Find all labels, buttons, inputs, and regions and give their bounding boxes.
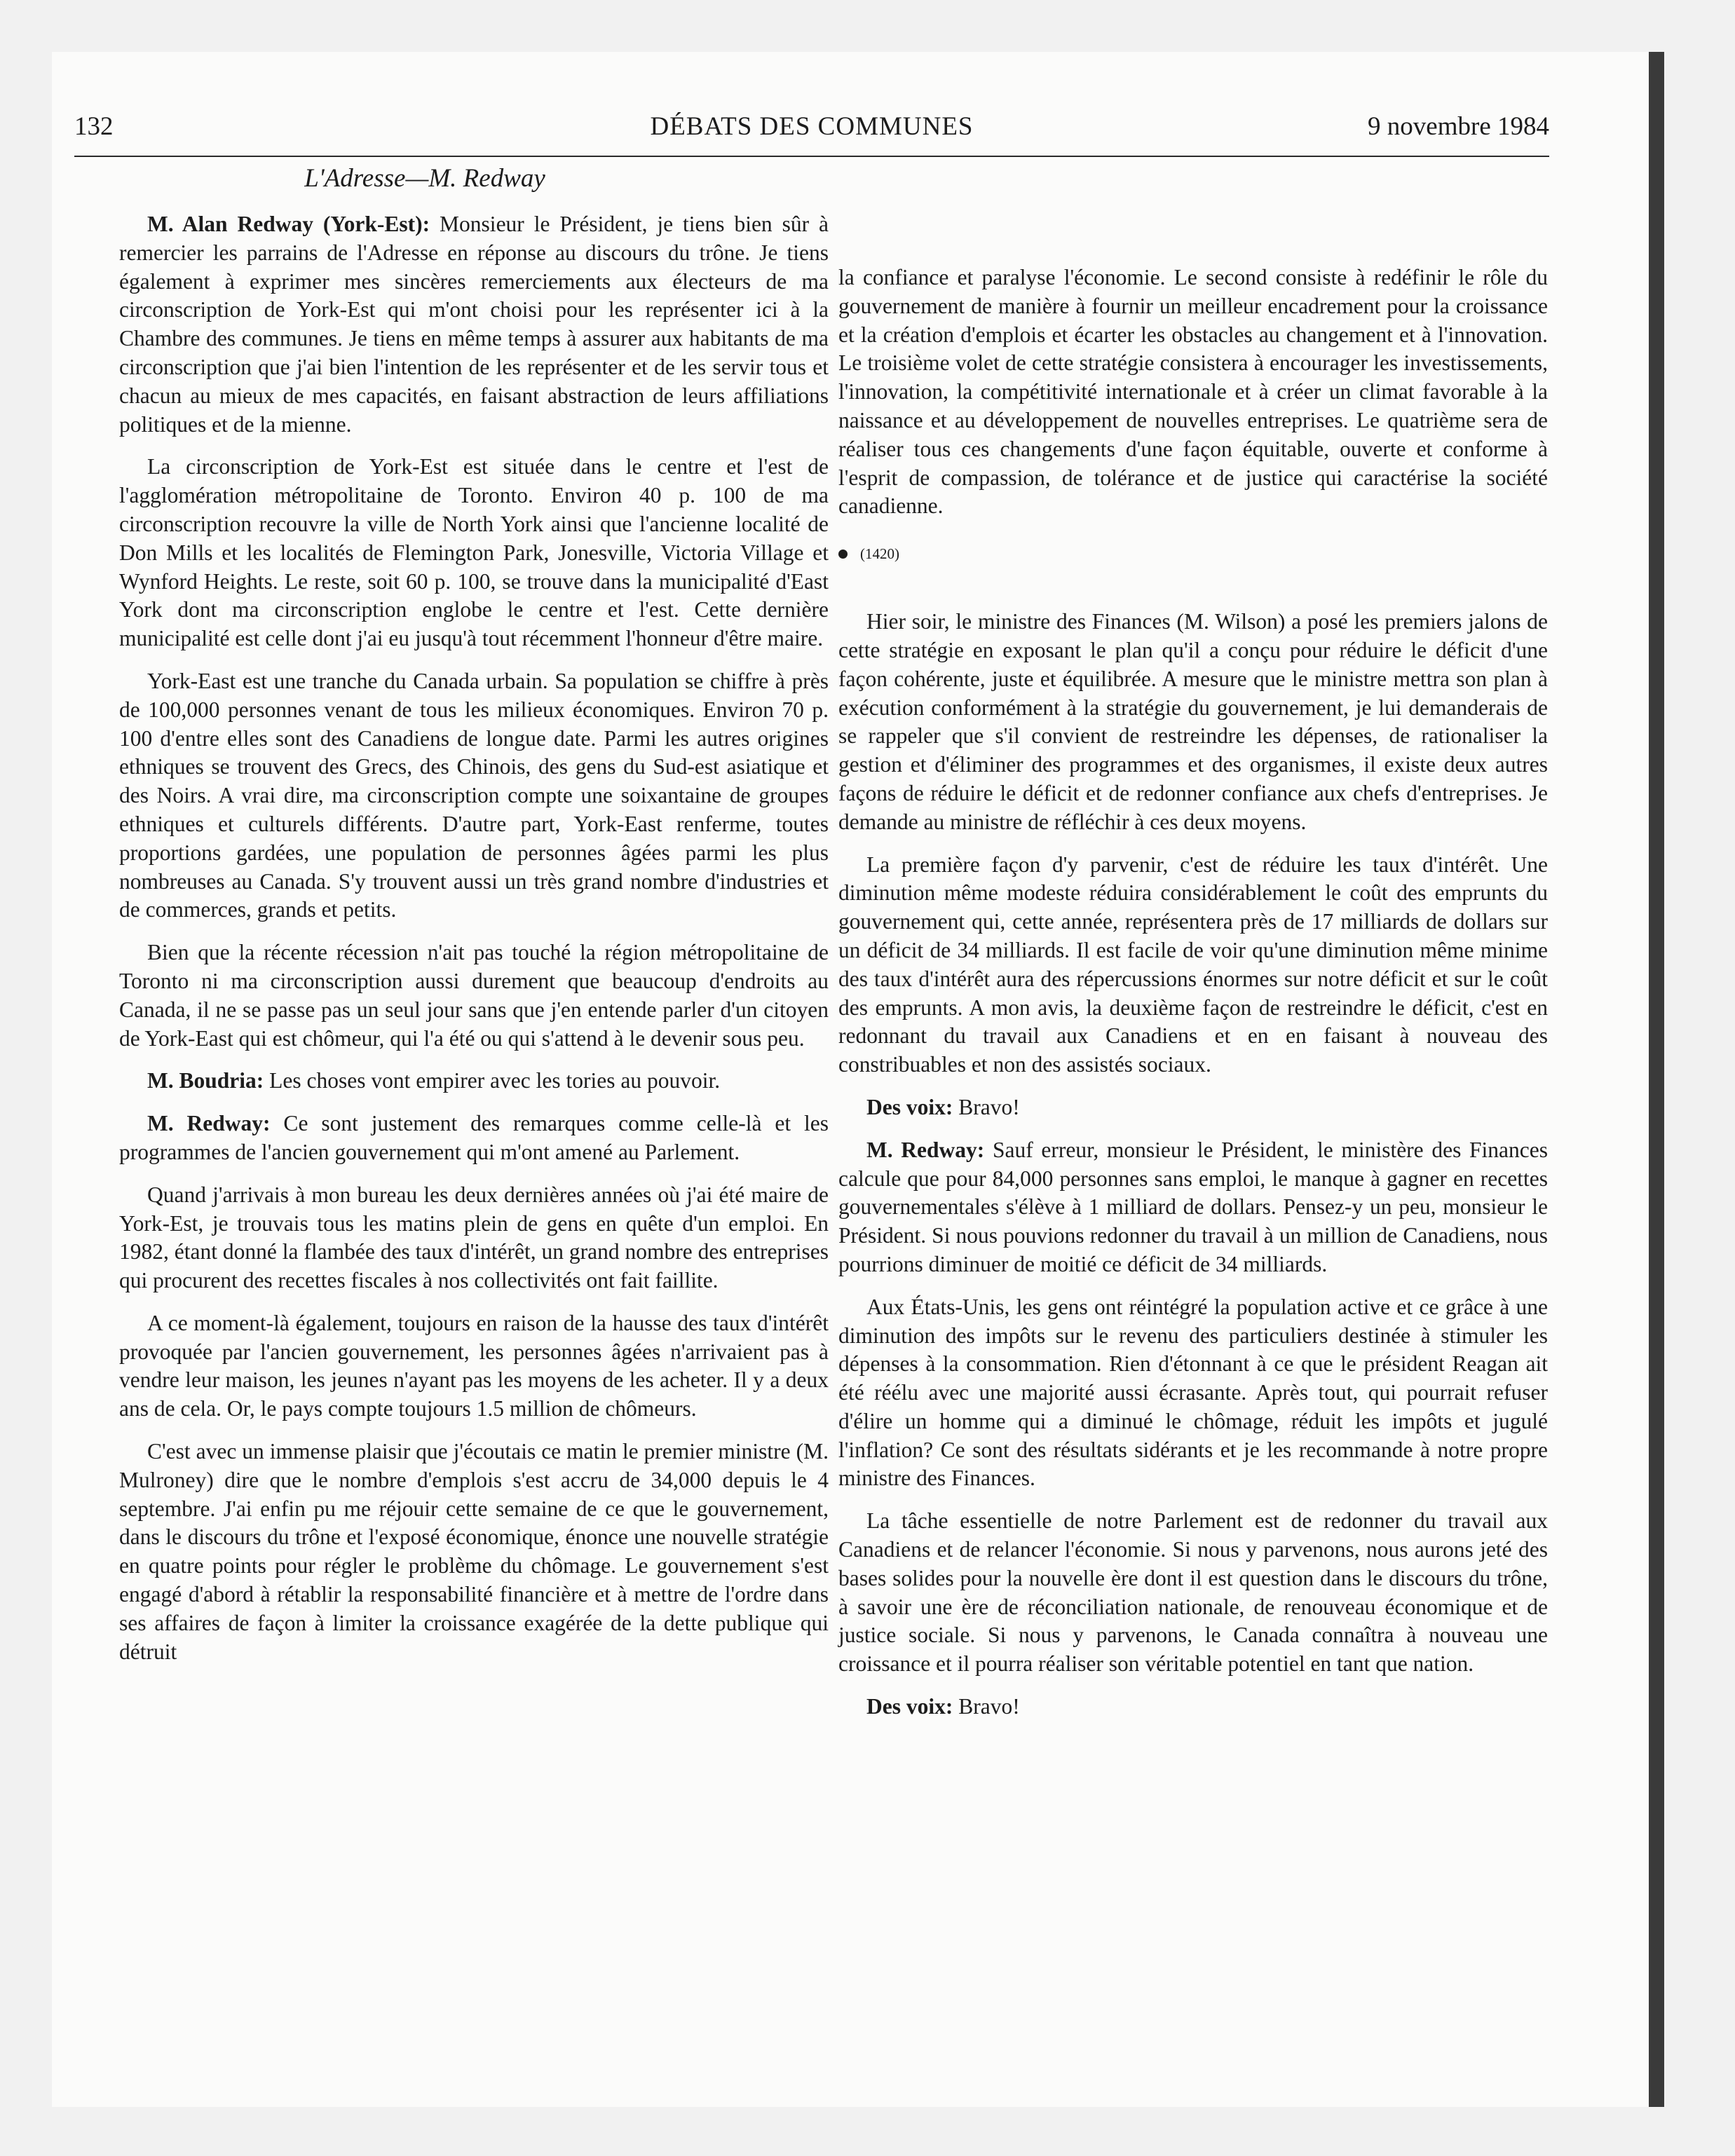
paragraph: La première façon d'y parvenir, c'est de réduire les taux d'intérêt. Une diminution même modeste réduira considérablement le coût des emprunts du gouvernement qui, cette année, représentera près de 17 milliards de dollars sur un déficit de 34 milliards. Il est facile de voir qu'une diminution même minime des taux d'intérêt aura des répercussions énormes sur notre déficit et sur le coût des emprunts. A mon avis, la deuxième façon de restreindre le déficit, c'est en redonnant du travail aux Canadiens et en en faisant à nouveau des constribuables et non des assistés sociaux. bbox=[838, 852, 1548, 1077]
header-date: 9 novembre 1984 bbox=[1368, 112, 1549, 141]
page-edge-shadow bbox=[1649, 52, 1664, 2107]
paragraph bbox=[119, 210, 829, 439]
speech-text: Monsieur le Président, je tiens bien sûr à remercier les parrains de l'Adresse en réponse au discours du trône. Je tiens également à exprimer mes sincères remerciements aux électeurs de ma circonscription de York-Est qui m'ont choisi pour les représenter ici à la Chambre des communes. Je tiens en même temps à assurer aux habitants de ma circonscription que j'ai bien l'intention de les représenter et de les servir tous et chacun au mieux de mes capacités, en faisant abstraction de leurs affiliations politiques et de la mienne. bbox=[119, 212, 829, 437]
paragraph: Aux États-Unis, les gens ont réintégré la population active et ce grâce à une diminution des impôts sur le revenu des particuliers destinée à stimuler les dépenses à la consommation. Rien d'étonnant à ce que le président Reagan ait été réélu avec une majorité aussi écrasante. Après tout, qui pourrait refuser d'élire un homme qui a diminué le chômage, réduit les impôts et jugulé l'inflation? Ce sont des résultats sidérants et je les recommande à notre propre ministre des Finances. bbox=[838, 1294, 1548, 1491]
paragraph: C'est avec un immense plaisir que j'écoutais ce matin le premier ministre (M. Mulroney) dire que le nombre d'emplois s'est accru de 34,000 depuis le 4 septembre. J'ai enfin pu me réjouir cette semaine de ce que le gouvernement, dans le discours du trône et l'exposé économique, énonce une nouvelle stratégie en quatre points pour régler le problème du chômage. Le gouvernement s'est engagé d'abord à rétablir la responsabilité financière et à mettre de l'ordre dans ses affaires de façon à limiter la croissance exagérée de la dette publique qui détruit bbox=[119, 1439, 829, 1664]
speech-text: Ce sont justement des remarques comme celle-là et les programmes de l'ancien gouvernement qui m'ont amené au Parlement. bbox=[119, 1111, 829, 1164]
paragraph: A ce moment-là également, toujours en raison de la hausse des taux d'intérêt provoquée par l'ancien gouvernement, les personnes âgées n'arrivaient pas à vendre leur maison, les jeunes n'ayant pas les moyens de les acheter. Il y a deux ans de cela. Or, le pays compte toujours 1.5 million de chômeurs. bbox=[119, 1310, 829, 1421]
speaker-name: M. Redway: bbox=[866, 1137, 985, 1162]
section-subhead: L'Adresse—M. Redway bbox=[304, 164, 545, 193]
bullet-icon bbox=[838, 550, 848, 559]
paragraph bbox=[119, 1110, 829, 1167]
paragraph bbox=[838, 1093, 1548, 1122]
paragraph: York-East est une tranche du Canada urbain. Sa population se chiffre à près de 100,000 personnes venant de tous les milieux économiques. Environ 70 p. 100 d'entre elles sont des Canadiens de longue date. Parmi les autres origines ethniques se trouvent des Grecs, des Chinois, des gens du Sud-est asiatique et des Noirs. A vrai dire, ma circonscription compte une soixantaine de groupes ethniques et culturels différents. D'autre part, York-East renferme, toutes proportions gardées, une population de personnes âgées parmi les plus nombreuses au Canada. S'y trouvent aussi un très grand nombre d'industries et de commerces, grands et petits. bbox=[119, 668, 829, 922]
paragraph bbox=[838, 1693, 1548, 1721]
right-column bbox=[838, 264, 1548, 1735]
left-column bbox=[119, 210, 829, 1680]
speaker-name: Des voix: bbox=[866, 1694, 953, 1719]
page-number: 132 bbox=[74, 112, 114, 141]
paragraph: Hier soir, le ministre des Finances (M. Wilson) a posé les premiers jalons de cette stratégie en exposant le plan qu'il a conçu pour réduire le déficit d'une façon cohérente, juste et équilibrée. A mesure que le ministre mettra son plan à exécution conformément à la stratégie du gouvernement, je lui demanderais de se rappeler que s'il convient de restreindre les dépenses, de rationaliser la gestion et d'éliminer des programmes et des organismes, il existe deux autres façons de réduire le déficit et de redonner confiance aux chefs d'entreprises. Je demande au ministre de réfléchir à ces deux moyens. bbox=[838, 609, 1548, 834]
running-title: DÉBATS DES COMMUNES bbox=[650, 112, 974, 141]
speaker-name: M. Alan Redway (York-Est): bbox=[147, 212, 430, 236]
speech-text: Bravo! bbox=[953, 1094, 1020, 1119]
speech-text: Sauf erreur, monsieur le Président, le ministère des Finances calcule que pour 84,000 personnes sans emploi, le manque à gagner en recettes gouvernementales s'élève à 1 milliard de dollars. Pensez-y un peu, monsieur le Président. Si nous pouvions redonner du travail à un million de Canadiens, nous pourrions diminuer de moitié ce déficit de 34 milliards. bbox=[838, 1137, 1548, 1276]
speaker-name: Des voix: bbox=[866, 1094, 953, 1119]
paragraph-continued: la confiance et paralyse l'économie. Le second consiste à redéfinir le rôle du gouvernement de manière à fournir un meilleur encadrement pour la croissance et la création d'emplois et écarter les obstacles au changement et à l'innovation. Le troisième volet de cette stratégie consistera à encourager les investissements, l'innovation, la compétitivité internationale et à créer un climat favorable à la naissance et au développement de nouvelles entreprises. Le quatrième sera de réaliser tous ces changements d'une façon équitable, ouverte et conforme à l'esprit de compassion, de tolérance et de justice qui caractérise la société canadienne. bbox=[838, 265, 1548, 519]
paragraph: La circonscription de York-Est est située dans le centre et l'est de l'agglomération métropolitaine de Toronto. Environ 40 p. 100 de ma circonscription recouvre la ville de North York ainsi que l'ancienne localité de Don Mills et les localités de Flemington Park, Jonesville, Victoria Village et Wynford Heights. Le reste, soit 60 p. 100, se trouve dans la municipalité d'East York dont ma circonscription englobe le centre et l'est. Cette dernière municipalité est celle dont j'ai eu jusqu'à tout récemment l'honneur d'être maire. bbox=[119, 454, 829, 651]
speaker-name: M. Redway: bbox=[147, 1111, 271, 1136]
paragraph: La tâche essentielle de notre Parlement est de redonner du travail aux Canadiens et de relancer l'économie. Si nous y parvenons, nous aurons jeté des bases solides pour la nouvelle ère dont il est question dans le discours du trône, à savoir une ère de réconciliation nationale, de renouveau économique et de justice sociale. Si nous y parvenons, le Canada connaîtra à nouveau une croissance et il pourra réaliser son véritable potentiel en tant que nation. bbox=[838, 1508, 1548, 1677]
page-header bbox=[74, 114, 1549, 157]
time-marker-label: (1420) bbox=[860, 545, 899, 563]
time-marker bbox=[838, 543, 1548, 564]
paragraph: Bien que la récente récession n'ait pas touché la région métropolitaine de Toronto ni ma circonscription aussi durement que beaucoup d'endroits au Canada, il ne se passe pas un seul jour sans que j'en entende parler d'un citoyen de York-East qui est chômeur, qui l'a été ou qui s'attend à le devenir sous peu. bbox=[119, 940, 829, 1051]
paragraph: Quand j'arrivais à mon bureau les deux dernières années où j'ai été maire de York-Est, je trouvais tous les matins plein de gens en quête d'un emploi. En 1982, étant donné la flambée des taux d'intérêt, un grand nombre des entreprises qui procurent des recettes fiscales à nos collectivités ont fait faillite. bbox=[119, 1182, 829, 1293]
speaker-name: M. Boudria: bbox=[147, 1068, 264, 1093]
paragraph bbox=[119, 1067, 829, 1096]
speech-text: Les choses vont empirer avec les tories au pouvoir. bbox=[264, 1068, 721, 1093]
paragraph bbox=[838, 1136, 1548, 1279]
speech-text: Bravo! bbox=[953, 1694, 1020, 1719]
